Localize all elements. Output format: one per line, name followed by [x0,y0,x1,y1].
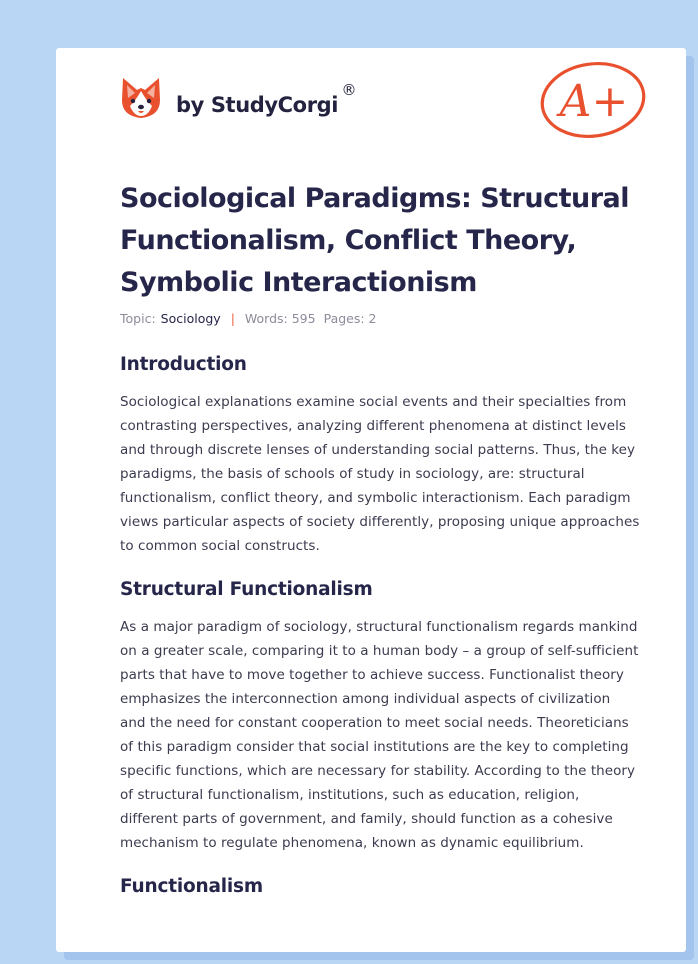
grade-badge [538,58,650,142]
meta-separator: | [230,311,235,326]
word-count: Words: 595 [244,311,316,326]
document-body [120,353,640,912]
brand-name-text: by StudyCorgi [176,93,339,117]
page-count: Pages: 2 [323,311,377,326]
document-sheet [56,48,686,952]
section-heading-functionalism: Functionalism [120,876,263,897]
section-heading-introduction: Introduction [120,354,247,375]
section-heading-structural-functionalism: Structural Functionalism [120,579,373,600]
section-body-structural-functionalism: As a major paradigm of sociology, structural functionalism regards mankind on a greater scale, comparing it to a human body – a group of self-sufficient parts that have to move together to achieve success. Functionalist theory emphasizes the interconnection among individual aspects of civilization and the need for constant cooperation to meet social needs. Theoreticians of this paradigm consider that social institutions are the key to completing specific functions, which are necessary for stability. According to the theory of structural functionalism, institutions, such as education, religion, different parts of government, and family, should function as a cohesive mechanism to regulate phenomena, known as dynamic equilibrium. [120,619,639,851]
grade-text: A+ [559,76,629,127]
document-meta [120,311,377,326]
topic-label: Topic: [120,311,156,326]
document-title: Sociological Paradigms: Structural Functionalism, Conflict Theory, Symbolic Interactionism [120,183,630,298]
studycorgi-logo[interactable] [120,76,357,122]
brand-name [176,81,357,117]
topic-link[interactable]: Sociology [160,311,221,326]
corgi-icon [120,76,162,122]
registered-mark: ® [341,81,357,99]
section-body-introduction: Sociological explanations examine social events and their specialties from contrasting perspectives, analyzing different phenomena at distinct levels and through discrete lenses of understanding social patterns. Thus, the key paradigms, the basis of schools of study in sociology, are: structural functionalism, conflict theory, and symbolic interactionism. Each paradigm views particular aspects of society differently, proposing unique approaches to common social constructs. [120,394,640,554]
